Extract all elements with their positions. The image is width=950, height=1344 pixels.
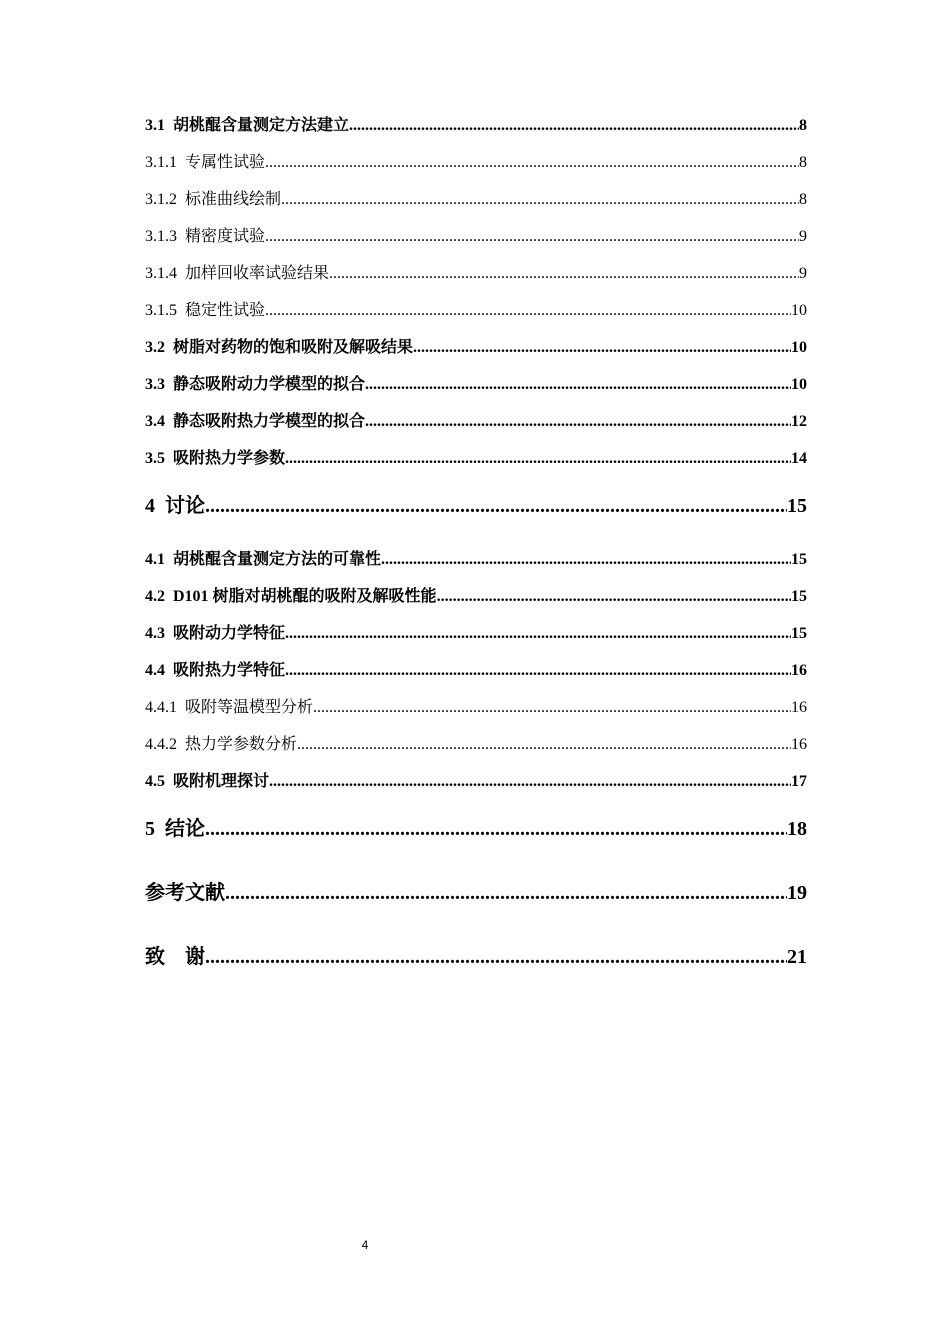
toc-leader-dots	[265, 302, 791, 320]
toc-leader-dots	[265, 154, 799, 172]
toc-entry-number: 3.1.2	[145, 191, 177, 208]
toc-entry-page: 12	[791, 413, 807, 430]
toc-leader-dots	[285, 662, 791, 680]
toc-leader-dots	[381, 551, 791, 569]
toc-entry-3-3[interactable]	[145, 371, 807, 408]
toc-entry-title: 吸附机理探讨	[173, 773, 270, 790]
toc-entry-number: 4.4.2	[145, 736, 177, 753]
toc-entry-4[interactable]	[145, 482, 807, 546]
toc-entry-page: 17	[791, 773, 807, 790]
toc-leader-dots	[205, 809, 787, 849]
toc-entry-title: 稳定性试验	[185, 302, 266, 319]
toc-entry-number: 4.4	[145, 662, 165, 679]
toc-entry-page: 8	[799, 191, 807, 208]
toc-leader-dots	[329, 265, 799, 283]
toc-entry-title: 致 谢	[145, 946, 205, 968]
toc-leader-dots	[205, 937, 787, 977]
toc-entry-page: 16	[791, 736, 807, 753]
toc-leader-dots	[281, 191, 799, 209]
toc-entry-number: 3.1.4	[145, 265, 177, 282]
toc-entry-number: 4.1	[145, 551, 165, 568]
toc-entry-page: 8	[799, 154, 807, 171]
toc-leader-dots	[269, 773, 791, 791]
toc-entry-title: 结论	[165, 818, 205, 840]
toc-entry-number: 3.1.5	[145, 302, 177, 319]
toc-leader-dots	[265, 228, 799, 246]
toc-leader-dots	[285, 450, 791, 468]
toc-entry-page: 10	[791, 376, 807, 393]
toc-entry-title: D101 树脂对胡桃醌的吸附及解吸性能	[173, 588, 437, 605]
toc-entry-page: 14	[791, 450, 807, 467]
toc-entry-3-5[interactable]	[145, 445, 807, 482]
toc-entry-references[interactable]	[145, 869, 807, 933]
toc-entry-page: 16	[791, 699, 807, 716]
toc-entry-number: 5	[145, 818, 155, 840]
toc-entry-4-4[interactable]	[145, 657, 807, 694]
toc-entry-number: 3.1.3	[145, 228, 177, 245]
toc-entry-title: 讨论	[165, 495, 205, 517]
toc-entry-3-2[interactable]	[145, 334, 807, 371]
toc-entry-number: 3.1	[145, 117, 165, 134]
toc-leader-dots	[349, 117, 799, 135]
toc-entry-page: 9	[799, 265, 807, 282]
toc-entry-3-1-1[interactable]	[145, 149, 807, 186]
toc-entry-title: 专属性试验	[185, 154, 266, 171]
toc-entry-title: 吸附热力学特征	[173, 662, 286, 679]
toc-leader-dots	[365, 413, 791, 431]
toc-entry-page: 19	[787, 882, 807, 904]
toc-entry-4-4-2[interactable]	[145, 731, 807, 768]
toc-entry-page: 15	[791, 551, 807, 568]
toc-entry-number: 3.4	[145, 413, 165, 430]
toc-entry-4-4-1[interactable]	[145, 694, 807, 731]
toc-entry-title: 吸附等温模型分析	[185, 699, 314, 716]
toc-entry-4-5[interactable]	[145, 768, 807, 805]
toc-entry-page: 8	[799, 117, 807, 134]
toc-entry-acknowledgements[interactable]	[145, 933, 807, 997]
toc-entry-3-1-5[interactable]	[145, 297, 807, 334]
toc-leader-dots	[313, 699, 791, 717]
toc-leader-dots	[225, 873, 787, 913]
toc-leader-dots	[285, 625, 791, 643]
toc-entry-title: 胡桃醌含量测定方法建立	[173, 117, 350, 134]
toc-entry-title: 标准曲线绘制	[185, 191, 282, 208]
toc-entry-page: 10	[791, 302, 807, 319]
toc-entry-title: 静态吸附热力学模型的拟合	[173, 413, 366, 430]
toc-entry-number: 3.1.1	[145, 154, 177, 171]
toc-entry-title: 参考文献	[145, 882, 225, 904]
toc-entry-page: 9	[799, 228, 807, 245]
toc-entry-page: 10	[791, 339, 807, 356]
toc-entry-number: 3.5	[145, 450, 165, 467]
toc-entry-4-3[interactable]	[145, 620, 807, 657]
toc-entry-page: 16	[791, 662, 807, 679]
toc-entry-4-1[interactable]	[145, 546, 807, 583]
toc-entry-number: 4.3	[145, 625, 165, 642]
toc-entry-number: 4	[145, 495, 155, 517]
toc-entry-title: 胡桃醌含量测定方法的可靠性	[173, 551, 382, 568]
toc-entry-title: 热力学参数分析	[185, 736, 298, 753]
toc-entry-title: 精密度试验	[185, 228, 266, 245]
toc-leader-dots	[437, 588, 791, 606]
toc-entry-number: 4.4.1	[145, 699, 177, 716]
toc-entry-title: 吸附动力学特征	[173, 625, 286, 642]
toc-entry-title: 加样回收率试验结果	[185, 265, 330, 282]
toc-entry-4-2[interactable]	[145, 583, 807, 620]
toc-entry-3-1[interactable]	[145, 112, 807, 149]
toc-leader-dots	[413, 339, 791, 357]
table-of-contents	[145, 112, 807, 997]
toc-entry-number: 3.3	[145, 376, 165, 393]
toc-entry-page: 15	[791, 588, 807, 605]
toc-entry-page: 15	[791, 625, 807, 642]
toc-entry-number: 4.5	[145, 773, 165, 790]
toc-leader-dots	[205, 486, 787, 526]
toc-entry-title: 静态吸附动力学模型的拟合	[173, 376, 366, 393]
toc-entry-page: 18	[787, 818, 807, 840]
toc-entry-title: 树脂对药物的饱和吸附及解吸结果	[173, 339, 414, 356]
toc-entry-page: 15	[787, 495, 807, 517]
toc-entry-title: 吸附热力学参数	[173, 450, 286, 467]
toc-entry-3-1-4[interactable]	[145, 260, 807, 297]
toc-entry-3-4[interactable]	[145, 408, 807, 445]
page-number: 4	[361, 1238, 369, 1252]
toc-leader-dots	[297, 736, 791, 754]
toc-entry-page: 21	[787, 946, 807, 968]
toc-entry-5[interactable]	[145, 805, 807, 869]
toc-entry-3-1-2[interactable]	[145, 186, 807, 223]
toc-entry-3-1-3[interactable]	[145, 223, 807, 260]
toc-entry-number: 3.2	[145, 339, 165, 356]
toc-leader-dots	[365, 376, 791, 394]
toc-entry-number: 4.2	[145, 588, 165, 605]
